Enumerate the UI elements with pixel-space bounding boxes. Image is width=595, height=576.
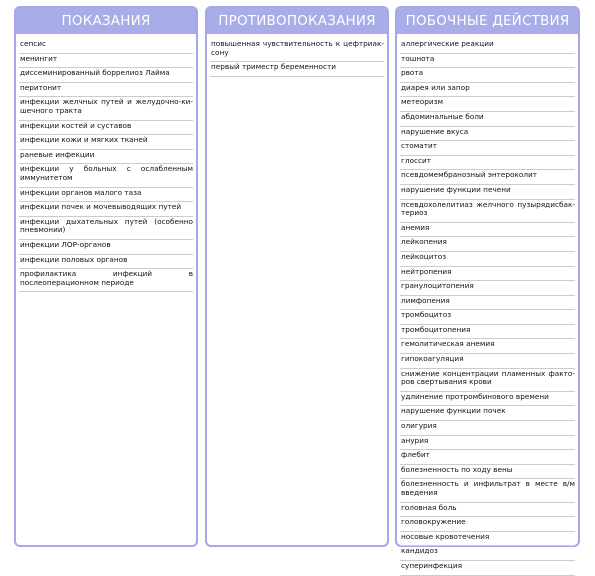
list-item: нарушение вкуса — [400, 127, 575, 142]
list-item: тошнота — [400, 54, 575, 69]
list-item: головная боль — [400, 503, 575, 518]
indications-header: ПОКАЗАНИЯ — [16, 8, 196, 34]
list-item: гемолитическая анемия — [400, 339, 575, 354]
list-item: повышенная чувствительность к цефтриаксону — [210, 39, 384, 62]
list-item: рвота — [400, 68, 575, 83]
list-item: инфекции кожи и мягких тканей — [19, 135, 193, 150]
list-item: снижение концентрации пламенных факторов свертывания крови — [400, 369, 575, 392]
contraindications-list — [207, 34, 387, 77]
list-item: инфекции желчных путей и желудочно-кишечного тракта — [19, 97, 193, 120]
list-item: инфекции органов малого таза — [19, 188, 193, 203]
list-item: олигурия — [400, 421, 575, 436]
list-item: инфекции почек и мочевыводящих путей — [19, 202, 193, 217]
list-item: глоссит — [400, 156, 575, 171]
list-item: гипокоагуляция — [400, 354, 575, 369]
list-item: носовые кровотечения — [400, 532, 575, 547]
list-item: профилактика инфекций в послеоперационном периоде — [19, 269, 193, 292]
list-item: гранулоцитопения — [400, 281, 575, 296]
list-item: лейкоцитоз — [400, 252, 575, 267]
list-item: метеоризм — [400, 97, 575, 112]
list-item: менингит — [19, 54, 193, 69]
list-item: инфекции у больных с ослабленным иммунитетом — [19, 164, 193, 187]
list-item: анурия — [400, 436, 575, 451]
list-item: абдоминальные боли — [400, 112, 575, 127]
list-item: диссеминированный боррелиоз Лайма — [19, 68, 193, 83]
list-item: болезненность по ходу вены — [400, 465, 575, 480]
list-item: тромбоцитопения — [400, 325, 575, 340]
list-item: инфекции ЛОР-органов — [19, 240, 193, 255]
list-item: флебит — [400, 450, 575, 465]
list-item: кандидоз — [400, 546, 575, 561]
list-item: псевдомембранозный энтероколит — [400, 170, 575, 185]
side-effects-panel — [395, 6, 580, 570]
side-effects-list — [397, 34, 578, 576]
list-item: суперинфекция — [400, 561, 575, 576]
contraindications-panel — [205, 6, 389, 547]
list-item: раневые инфекции — [19, 150, 193, 165]
list-item: лимфопения — [400, 296, 575, 311]
list-item: тромбоцитоз — [400, 310, 575, 325]
list-item: нейтропения — [400, 267, 575, 282]
list-item: псевдохолелитиаз желчного пузырядисбактериоз — [400, 200, 575, 223]
contraindications-header: ПРОТИВОПОКАЗАНИЯ — [207, 8, 387, 34]
list-item: инфекции половых органов — [19, 255, 193, 270]
indications-panel — [14, 6, 198, 547]
list-item: анемия — [400, 223, 575, 238]
list-item: болезненность и инфильтрат в месте в/м введения — [400, 479, 575, 502]
list-item: нарушение функции печени — [400, 185, 575, 200]
list-item: лейкопения — [400, 237, 575, 252]
list-item: диарея или запор — [400, 83, 575, 98]
list-item: сепсис — [19, 39, 193, 54]
list-item: аллергические реакции — [400, 39, 575, 54]
indications-list — [16, 34, 196, 292]
list-item: инфекции костей и суставов — [19, 121, 193, 136]
side-effects-header: ПОБОЧНЫЕ ДЕЙСТВИЯ — [397, 8, 578, 34]
list-item: стоматит — [400, 141, 575, 156]
list-item: нарушение функции почек — [400, 406, 575, 421]
list-item: первый триместр беременности — [210, 62, 384, 77]
list-item: удлинение протромбинового времени — [400, 392, 575, 407]
list-item: инфекции дыхательных путей (особенно пневмонии) — [19, 217, 193, 240]
list-item: перитонит — [19, 83, 193, 98]
list-item: головокружение — [400, 517, 575, 532]
